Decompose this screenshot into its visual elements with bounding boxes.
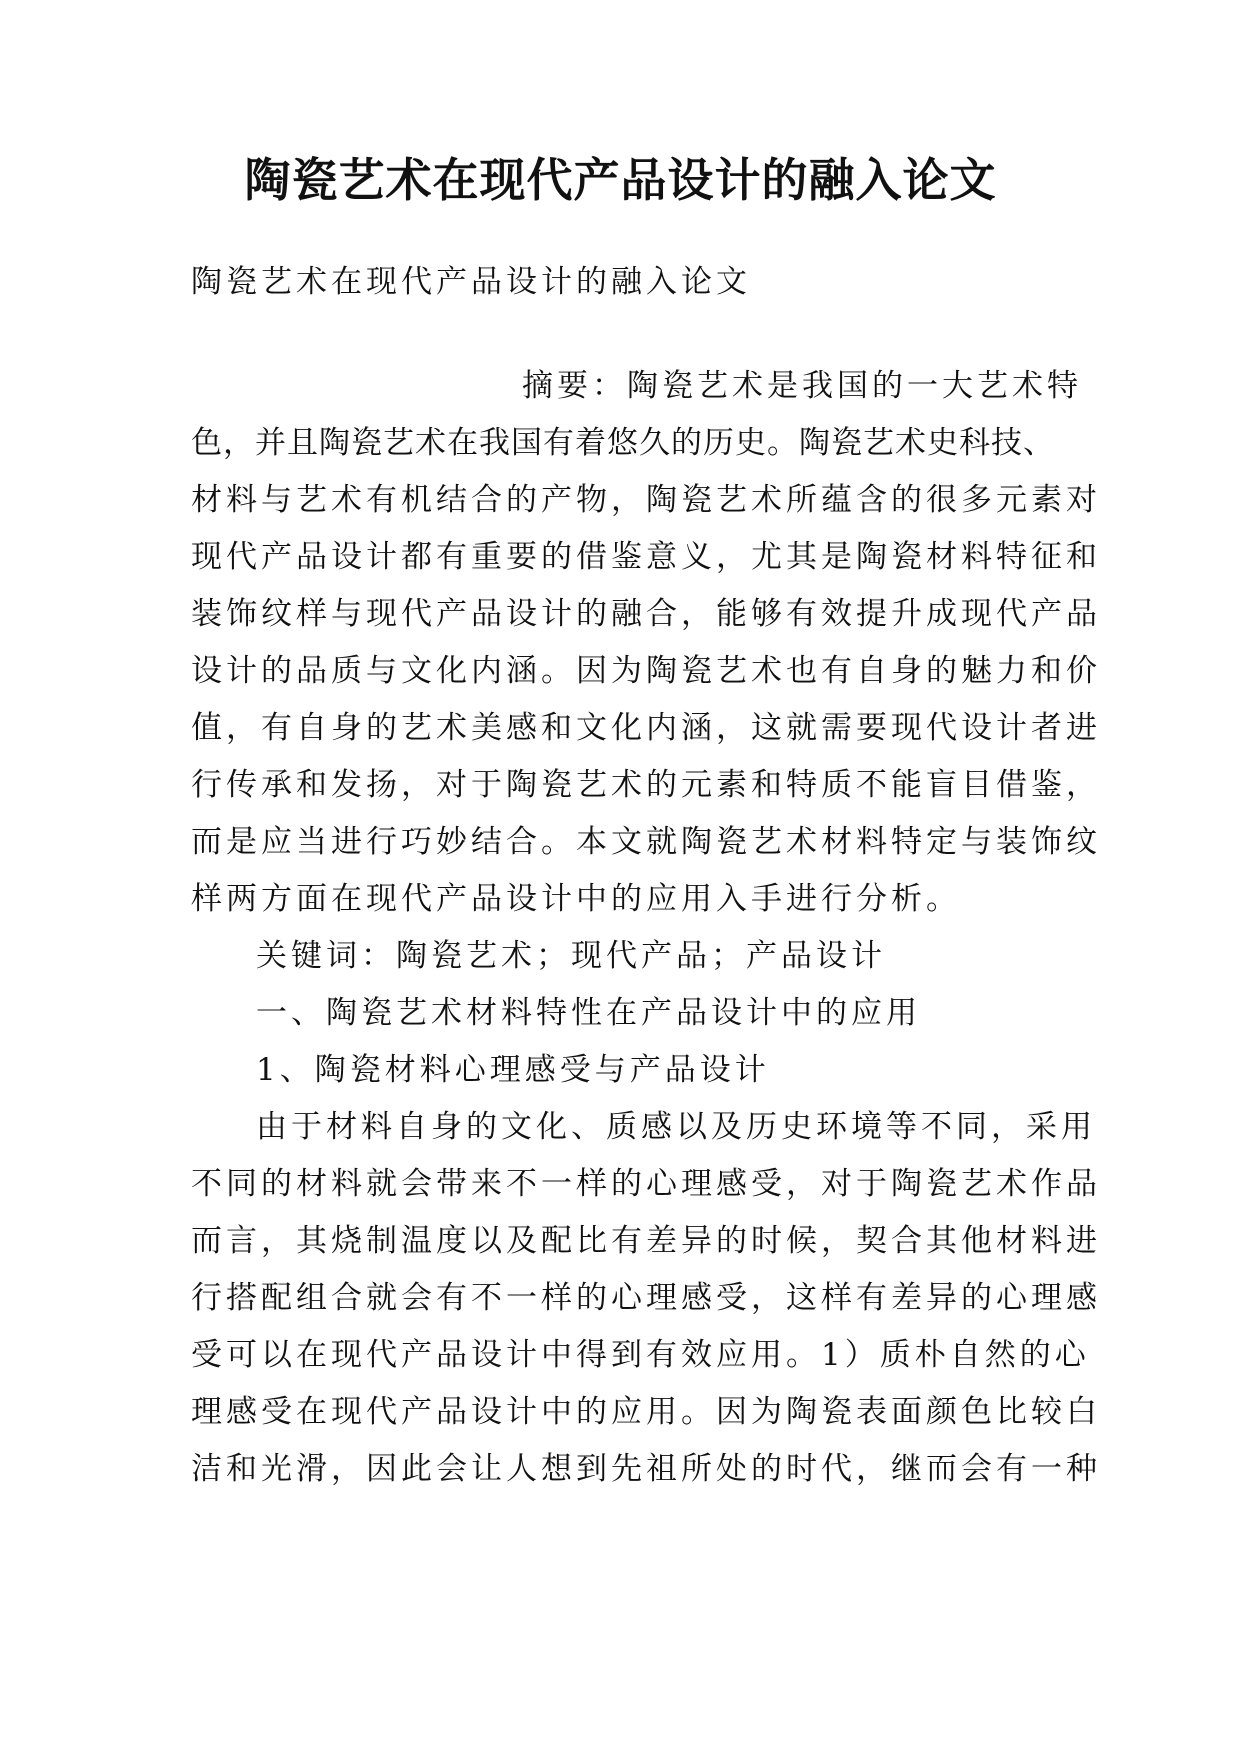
abstract-line: 行传承和发扬，对于陶瓷艺术的元素和特质不能盲目借鉴， [191,767,1101,803]
body-line: 洁和光滑，因此会让人想到先祖所处的时代，继而会有一种 [191,1451,1101,1487]
subsection-heading: 1、陶瓷材料心理感受与产品设计 [256,1052,770,1088]
abstract-line: 样两方面在现代产品设计中的应用入手进行分析。 [191,881,961,917]
document-subtitle: 陶瓷艺术在现代产品设计的融入论文 [191,264,751,300]
body-line: 理感受在现代产品设计中的应用。因为陶瓷表面颜色比较白 [191,1394,1101,1430]
keywords-line: 关键词：陶瓷艺术；现代产品；产品设计 [256,938,886,974]
body-line: 而言，其烧制温度以及配比有差异的时候，契合其他材料进 [191,1223,1101,1259]
abstract-line: 而是应当进行巧妙结合。本文就陶瓷艺术材料特定与装饰纹 [191,824,1101,860]
body-line: 受可以在现代产品设计中得到有效应用。1）质朴自然的心 [191,1337,1090,1373]
body-line: 由于材料自身的文化、质感以及历史环境等不同，采用 [256,1109,1096,1145]
abstract-line: 材料与艺术有机结合的产物，陶瓷艺术所蕴含的很多元素对 [191,482,1101,518]
section-heading: 一、陶瓷艺术材料特性在产品设计中的应用 [256,995,921,1031]
abstract-line: 装饰纹样与现代产品设计的融合，能够有效提升成现代产品 [191,596,1101,632]
body-line: 不同的材料就会带来不一样的心理感受，对于陶瓷艺术作品 [191,1166,1101,1202]
abstract-line: 设计的品质与文化内涵。因为陶瓷艺术也有自身的魅力和价 [191,653,1101,689]
abstract-line: 摘要：陶瓷艺术是我国的一大艺术特 [522,368,1082,404]
abstract-line: 现代产品设计都有重要的借鉴意义，尤其是陶瓷材料特征和 [191,539,1101,575]
body-line: 行搭配组合就会有不一样的心理感受，这样有差异的心理感 [191,1280,1101,1316]
document-title: 陶瓷艺术在现代产品设计的融入论文 [244,153,997,207]
abstract-line: 值，有自身的艺术美感和文化内涵，这就需要现代设计者进 [191,710,1101,746]
abstract-line: 色，并且陶瓷艺术在我国有着悠久的历史。陶瓷艺术史科技、 [191,425,1055,461]
